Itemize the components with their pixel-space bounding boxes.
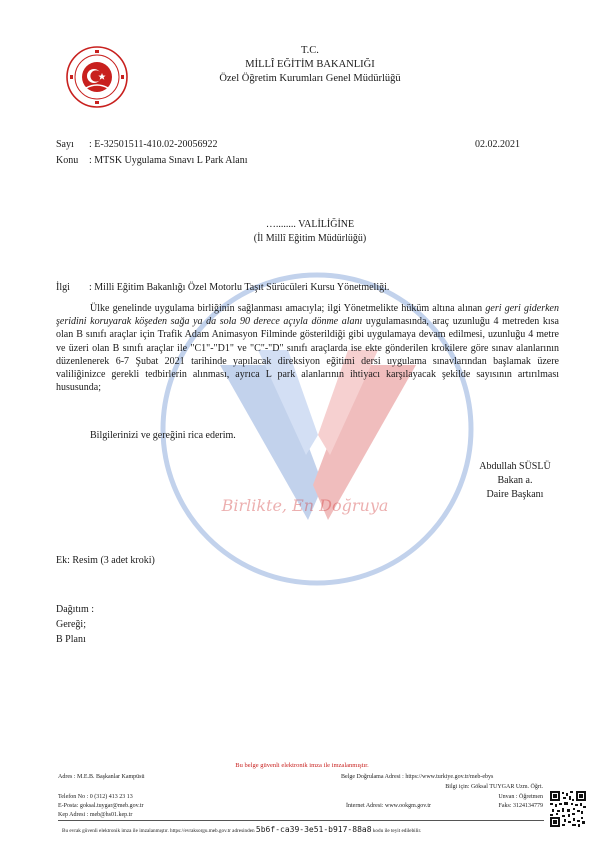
addressee-subtitle: (İl Millî Eğitim Müdürlüğü) [253,233,367,244]
body-paragraph-2: Bilgilerinizi ve gereğini rica ederim. [90,430,236,441]
signature-role-1: Bakan a. [497,475,533,486]
distribution-title: Dağıtım : [56,604,95,615]
footer-phone: Telefon No : 0 (312) 413 23 13 [58,794,133,800]
watermark-slogan: Birlikte, En Doğruya [221,496,389,515]
signature-role-2: Daire Başkanı [486,489,544,500]
addressee-title: …........ VALİLİĞİNE [265,219,355,230]
header-tc: T.C. [301,45,319,56]
footer-kep[interactable]: Kep Adresi : meb@hs01.kep.tr [58,812,133,818]
header-ministry: MİLLÎ EĞİTİM BAKANLIĞI [245,59,375,70]
footer-info-contact: Bilgi için: Göksal TUYGAR Uzm. Öğrt. [445,784,543,790]
konu-value: : MTSK Uygulama Sınavı L Park Alanı [89,155,248,166]
footer-verify-url[interactable]: Belge Doğrulama Adresi : https://www.turkiye.gov.tr/meb-ebys [341,774,494,780]
footer-address: Adres : M.E.B. Başkanlar Kampüsü [58,774,145,780]
sayi-label: Sayı [56,139,74,150]
signature-name: Abdullah SÜSLÜ [479,461,551,472]
header-directorate: Özel Öğretim Kurumları Genel Müdürlüğü [219,73,401,84]
distribution-item-2: B Planı [56,634,86,645]
ministry-seal-logo [66,46,128,108]
footer-fax: Faks: 3124134779 [498,803,543,809]
footer-divider [58,820,544,821]
distribution-item-1: Gereği; [56,619,86,630]
ilgi-value: : Milli Eğitim Bakanlığı Özel Motorlu Taşıt Sürücüleri Kursu Yönetmeliği. [89,282,390,293]
footer-email[interactable]: E-Posta: goksal.tuygar@meb.gov.tr [58,803,144,809]
sayi-value: : E-32501511-410.02-20056922 [89,139,218,150]
body-paragraph-1: Ülke genelinde uygulama birliğinin sağlanması amacıyla; ilgi Yönetmelikte hüküm altına alınan geri geri giderken şeridini koruyarak köşeden sağa ya da sola 90 derece açıyla dönme alanı uygulamasında, araç uzunluğu 4 metreden kısa olan B sınıfı araçlar için Trafik Adam Animasyon Filminde gösterildiği gibi uygulamaya devam edilmesi, uzunluğu 4 metre ve üzeri olan B sınıfı araçlar ile "C1"-"D1" ve "C"-"D" sınıfı araçlarda ise ekte gönderilen krokilere göre sınav alanlarının düzenlenerek 6-7 Şubat 2021 tarihinde yapılacak direksiyon eğitimi dersi uygulama sınavlarından başlamak üzere valiliğinizce gerekli tedbirlerin alınması, ayrıca L park alanlarının ihtiyacı karşılayacak şekilde sayısının artırılması hususunda; [56,303,559,394]
footer-bottom-note: Bu evrak güvenli elektronik imza ile imzalanmıştır. https://evraksorgu.meb.gov.tr adresinden 5b6f-ca39-3e51-b917-88a8 kodu ile teyit edilebilir. [62,825,422,834]
document-date: 02.02.2021 [475,139,520,150]
footer-unvan: Unvan : Öğretmen [498,794,543,800]
attachment-note: Ek: Resim (3 adet kroki) [56,555,155,566]
esign-note: Bu belge güvenli elektronik imza ile imzalanmıştır. [235,762,369,769]
konu-label: Konu [56,155,79,166]
footer-web[interactable]: İnternet Adresi: www.ookgm.gov.tr [346,803,432,809]
ilgi-label: İlgi [56,282,70,293]
verification-qr-code [550,791,586,827]
